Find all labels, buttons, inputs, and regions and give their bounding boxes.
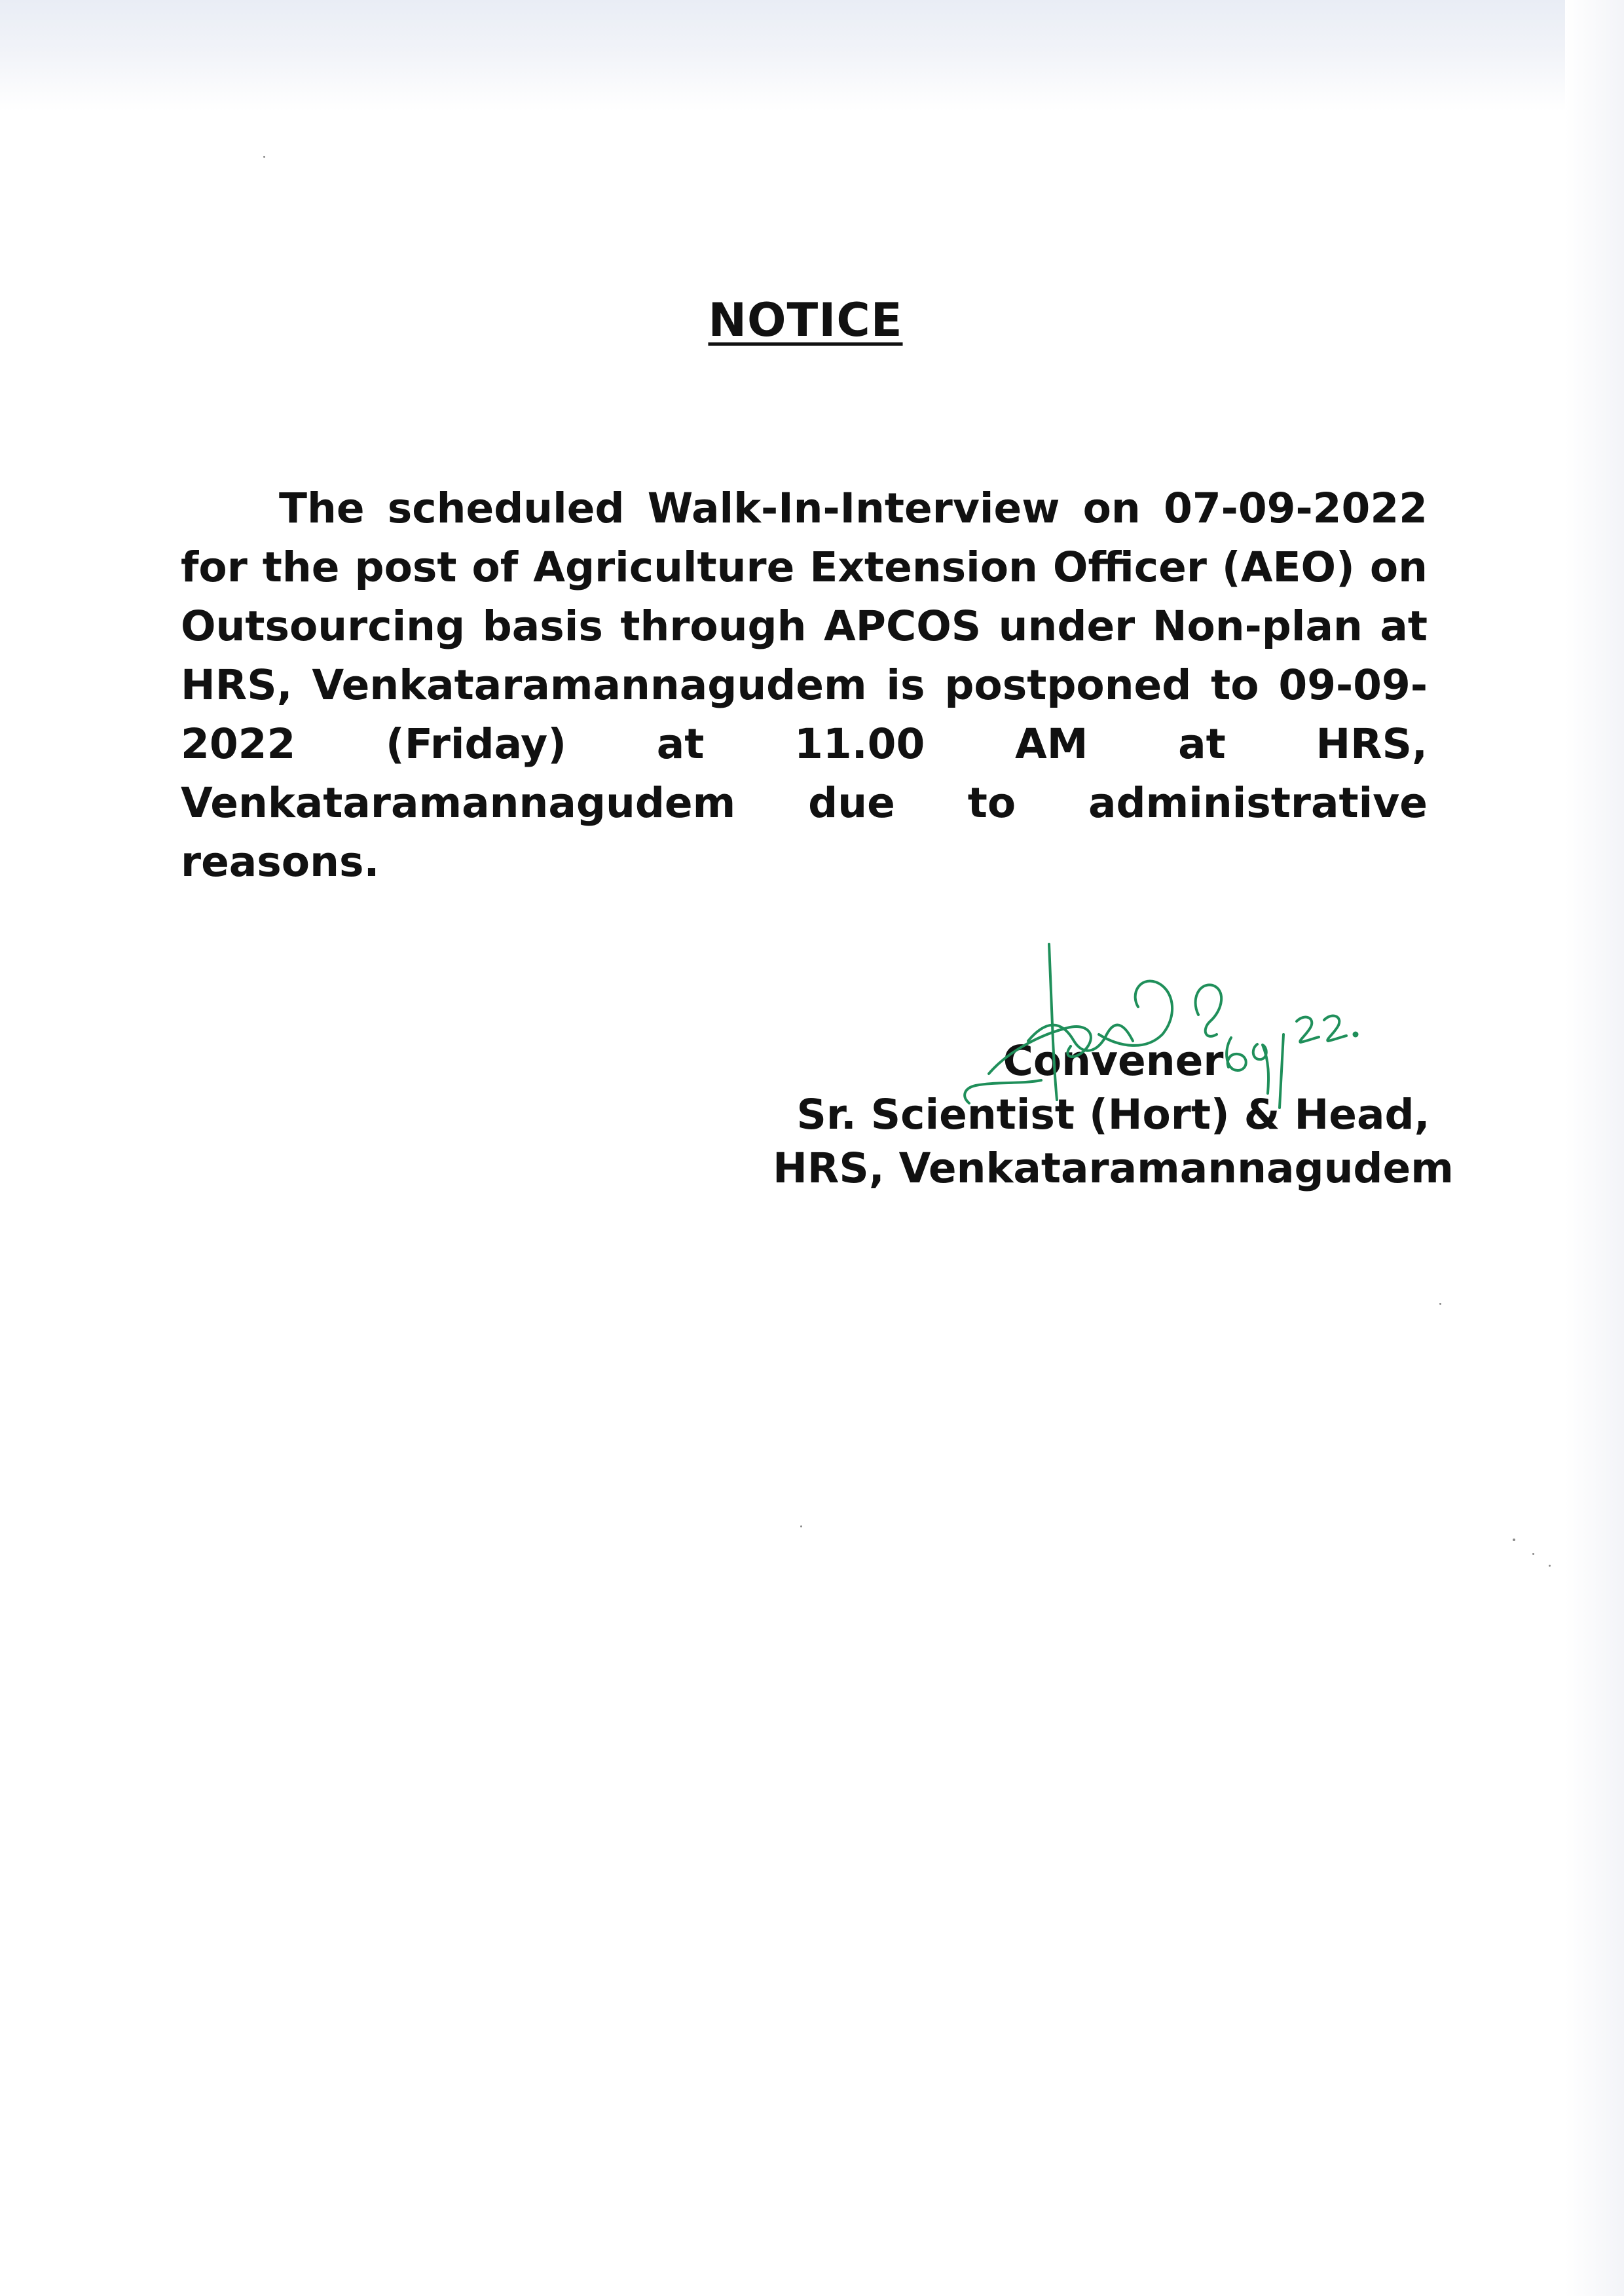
scan-speck xyxy=(1439,1303,1441,1305)
scan-top-shade xyxy=(0,0,1624,111)
handwritten-signature xyxy=(930,936,1375,1113)
scan-speck xyxy=(1513,1539,1515,1541)
notice-title: NOTICE xyxy=(708,293,903,347)
scan-speck xyxy=(1532,1553,1534,1555)
scan-speck xyxy=(263,156,265,158)
scan-speck xyxy=(1549,1565,1551,1567)
signatory-designation: Sr. Scientist (Hort) & Head, xyxy=(796,1091,1430,1139)
signatory-office: HRS, Venkataramannagudem xyxy=(773,1144,1454,1192)
notice-body: The scheduled Walk-In-Interview on 07-09-2022 for the post of Agriculture Extension Officer (AEO) on Outsourcing basis through APCOS under Non-plan at HRS, Venkataramannagudem is postponed to 09-09-2022 (Friday) at 11.00 AM at HRS, Venkataramannagudem due to administrative reasons. xyxy=(181,484,1428,886)
scan-speck xyxy=(800,1525,802,1527)
signatory-role: Convener xyxy=(1003,1037,1224,1085)
